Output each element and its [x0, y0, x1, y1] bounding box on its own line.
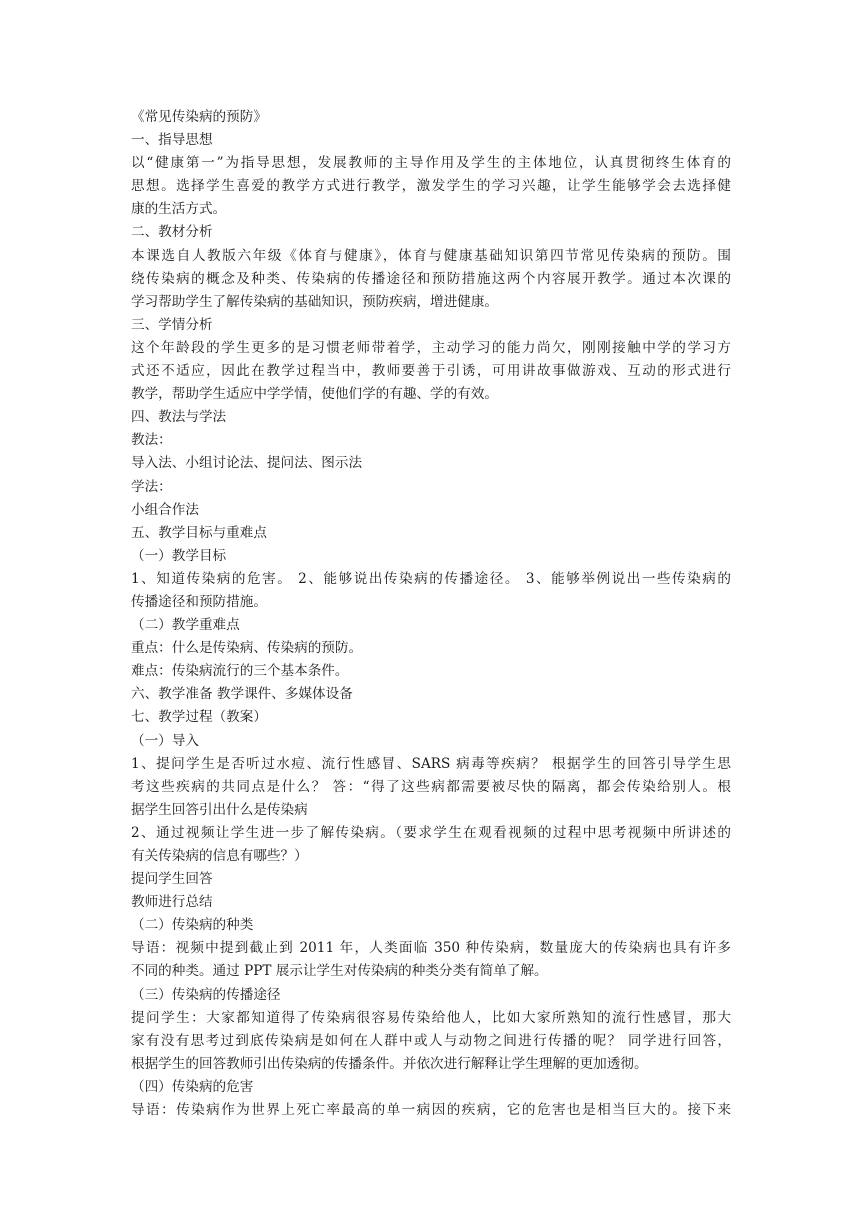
text-line: 七、教学过程（教案） [131, 709, 267, 726]
text-line: （二）传染病的种类 [131, 917, 254, 934]
text-line: 式还不适应，因此在教学过程当中，教师要善于引诱，可用讲故事做游戏、互动的形式进行 [131, 363, 731, 380]
text-line: 导语：视频中提到截止到 2011 年，人类面临 350 种传染病，数量庞大的传染病也具有许多 [131, 940, 731, 957]
text-line: 学习帮助学生了解传染病的基础知识，预防疾病，增进健康。 [131, 293, 499, 310]
text-line: 1、知道传染病的危害。 2、能够说出传染病的传播途径。 3、能够举例说出一些传染病的 [131, 570, 731, 587]
text-line: 以“健康第一”为指导思想，发展教师的主导作用及学生的主体地位，认真贯彻终生体育的 [131, 155, 731, 172]
text-line: 思想。选择学生喜爱的教学方式进行教学，激发学生的学习兴趣，让学生能够学会去选择健 [131, 178, 731, 195]
text-line: 提问学生回答 [131, 871, 213, 888]
text-line: （一）导入 [131, 732, 199, 749]
text-line: 1、提问学生是否听过水痘、流行性感冒、SARS 病毒等疾病？ 根据学生的回答引导学生思 [131, 755, 731, 772]
text-line: 一、指导思想 [131, 132, 213, 149]
text-line: 五、教学目标与重难点 [131, 524, 267, 541]
text-line: 四、教法与学法 [131, 409, 227, 426]
text-line: （一）教学目标 [131, 547, 227, 564]
text-line: 学法： [131, 478, 172, 495]
text-line: 六、教学准备 教学课件、多媒体设备 [131, 686, 353, 703]
document-page [131, 106, 731, 1122]
text-line: 提问学生：大家都知道得了传染病很容易传染给他人，比如大家所熟知的流行性感冒，那大 [131, 1009, 731, 1026]
text-line: 家有没有思考过到底传染病是如何在人群中或人与动物之间进行传播的呢？ 同学进行回答， [131, 1032, 731, 1049]
text-line: 不同的种类。通过 PPT 展示让学生对传染病的种类分类有简单了解。 [131, 963, 548, 980]
text-line: 导入法、小组讨论法、提问法、图示法 [131, 455, 363, 472]
text-line: 据学生回答引出什么是传染病 [131, 801, 308, 818]
text-line: 这个年龄段的学生更多的是习惯老师带着学，主动学习的能力尚欠，刚刚接触中学的学习方 [131, 339, 731, 356]
text-line: （四）传染病的危害 [131, 1078, 254, 1095]
text-line: 有关传染病的信息有哪些？） [131, 848, 308, 864]
text-line: 康的生活方式。 [131, 201, 227, 218]
text-line: （三）传染病的传播途径 [131, 986, 281, 1003]
text-line: 2、通过视频让学生进一步了解传染病。（要求学生在观看视频的过程中思考视频中所讲述的 [131, 824, 731, 841]
text-line: 本课选自人教版六年级《体育与健康》，体育与健康基础知识第四节常见传染病的预防。围 [131, 247, 731, 264]
text-line: 根据学生的回答教师引出传染病的传播条件。并依次进行解释让学生理解的更加透彻。 [131, 1055, 648, 1072]
text-line: 《常见传染病的预防》 [131, 109, 267, 125]
text-line: 重点：什么是传染病、传染病的预防。 [131, 640, 363, 657]
text-line: 教学，帮助学生适应中学学情，使他们学的有趣、学的有效。 [131, 386, 499, 403]
text-line: 考这些疾病的共同点是什么？ 答：“得了这些病都需要被尽快的隔离，都会传染给别人。根 [131, 778, 731, 795]
text-line: 小组合作法 [131, 501, 199, 518]
text-line: 三、学情分析 [131, 316, 213, 333]
text-line: 传播途径和预防措施。 [131, 593, 267, 610]
text-line: 教师进行总结 [131, 894, 213, 911]
text-line: 教法： [131, 432, 172, 449]
text-line: 绕传染病的概念及种类、传染病的传播途径和预防措施这两个内容展开教学。通过本次课的 [131, 270, 731, 287]
text-line: 二、教材分析 [131, 224, 213, 241]
text-line: 导语：传染病作为世界上死亡率最高的单一病因的疾病，它的危害也是相当巨大的。接下来 [131, 1102, 731, 1119]
text-line: 难点：传染病流行的三个基本条件。 [131, 663, 349, 680]
text-line: （二）教学重难点 [131, 617, 240, 634]
